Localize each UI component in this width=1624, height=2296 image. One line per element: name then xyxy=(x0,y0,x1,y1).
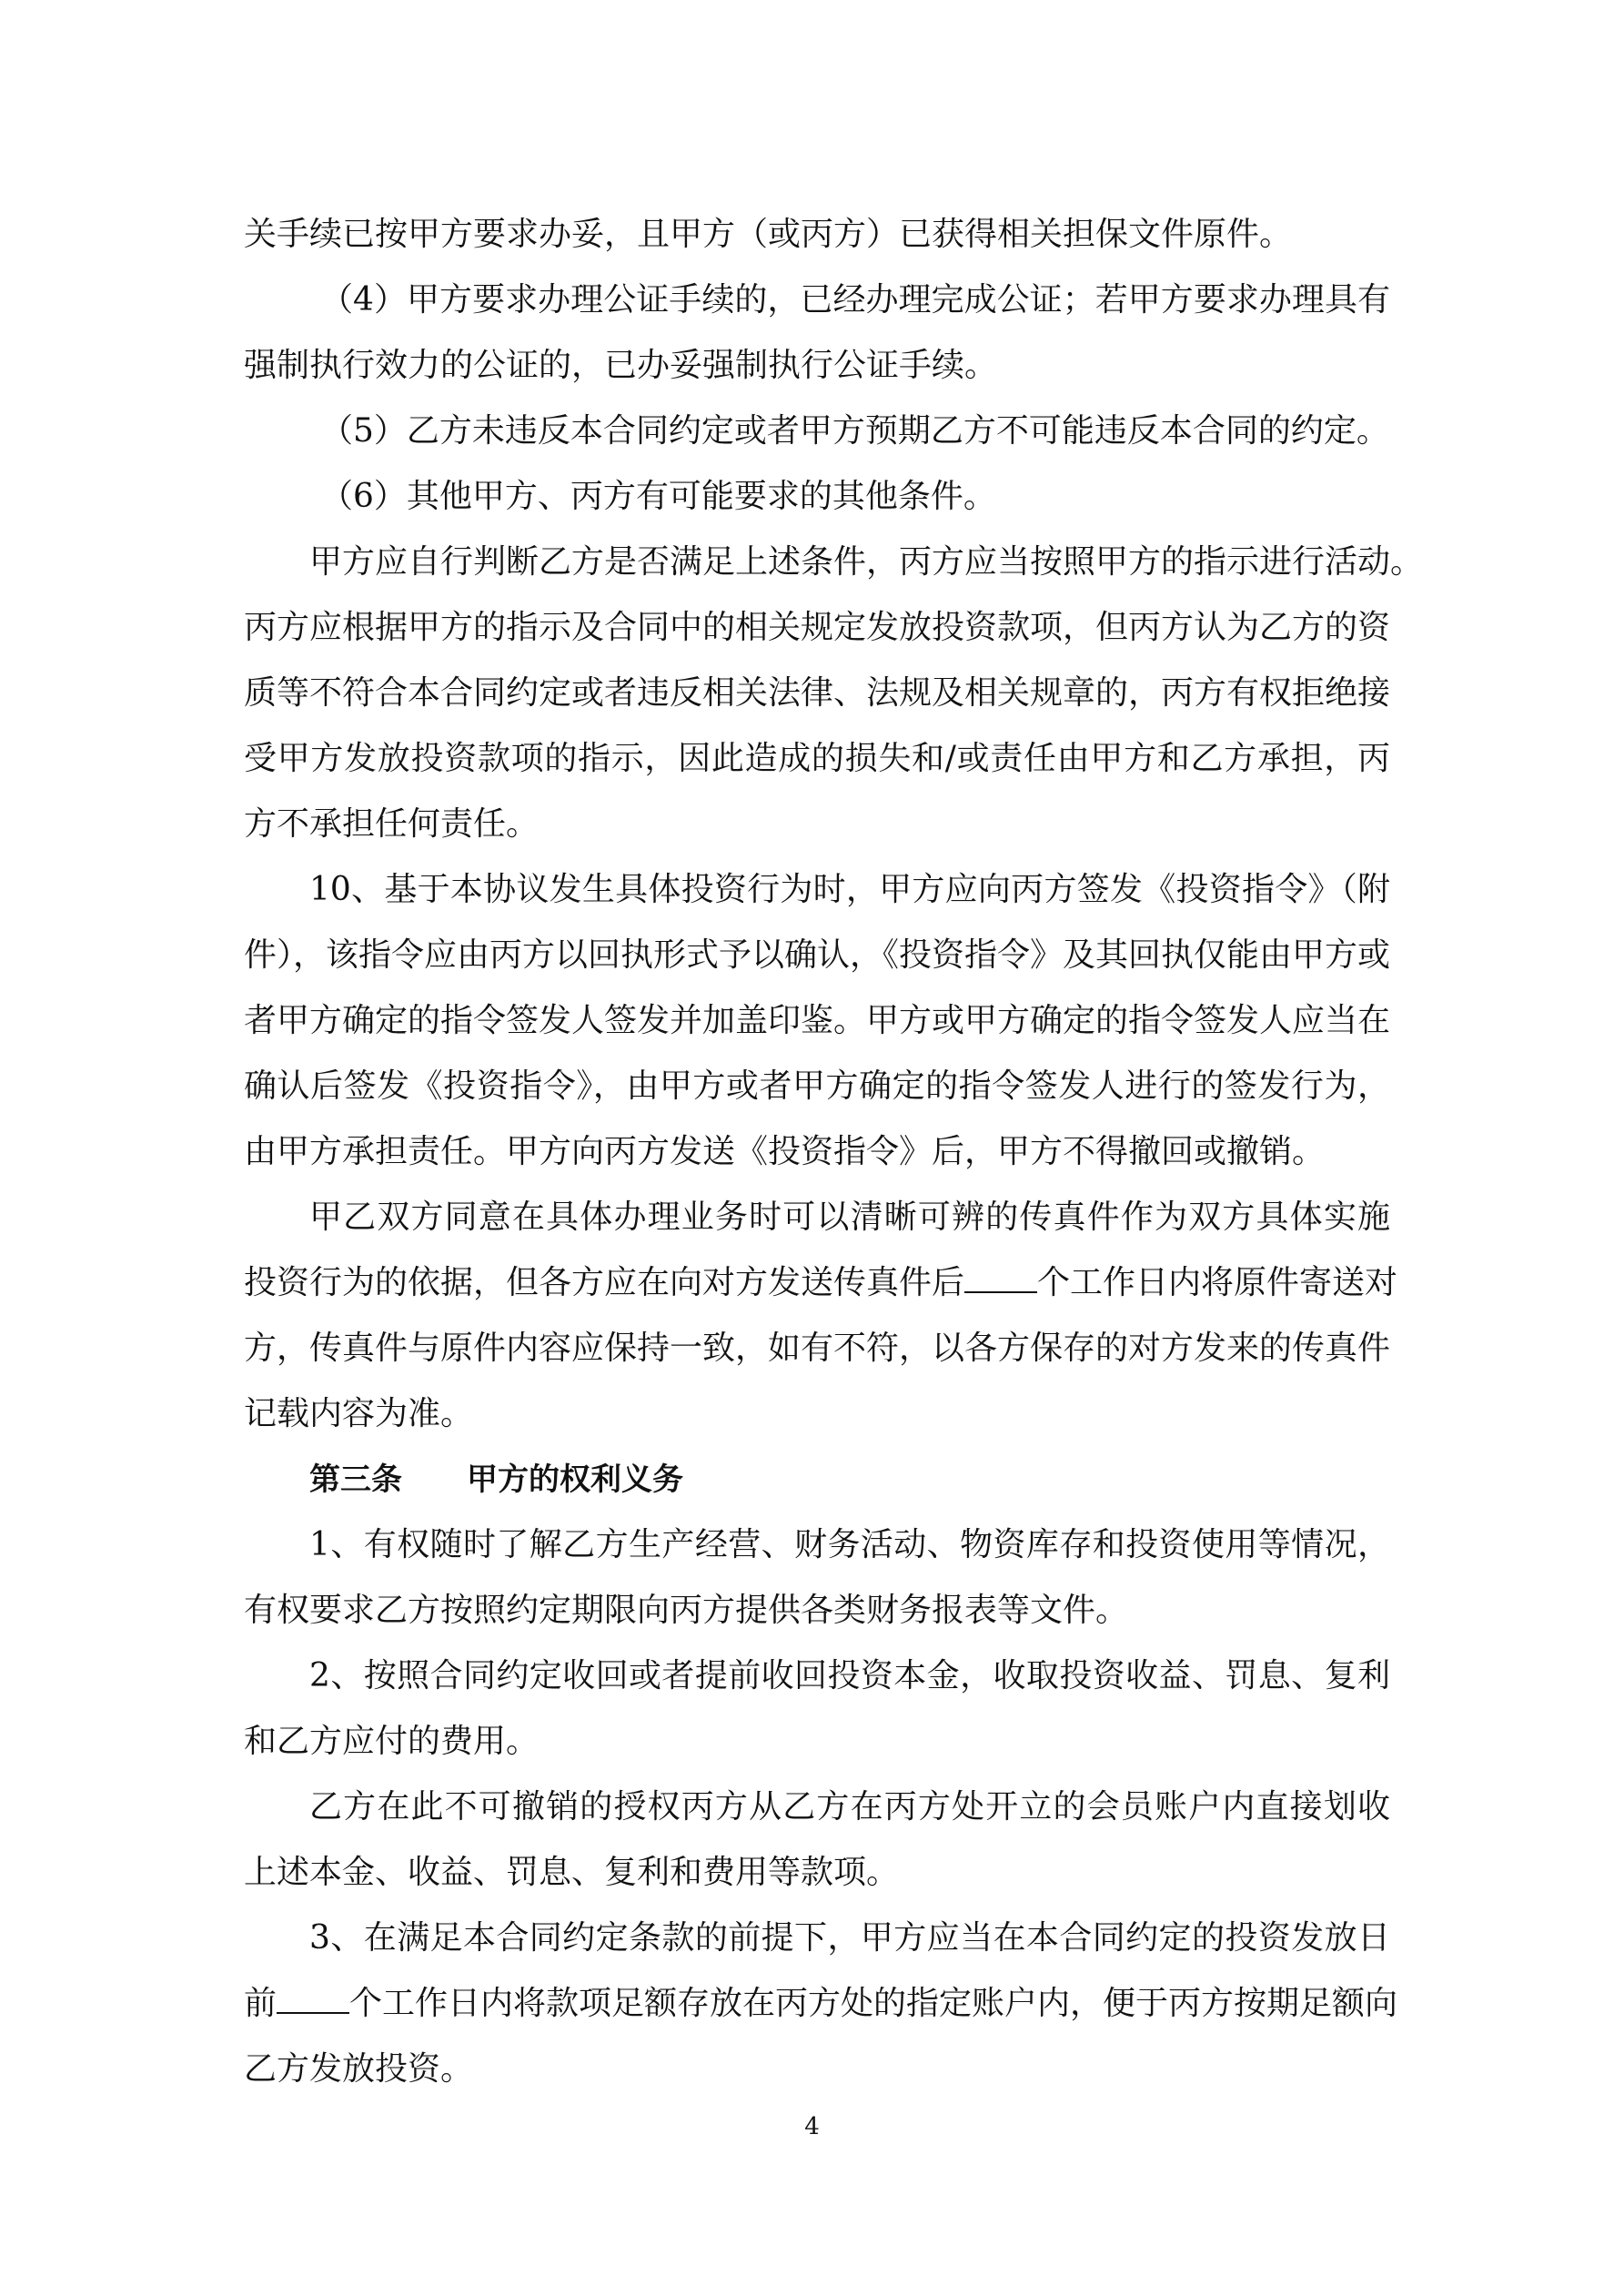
text-line: 和乙方应付的费用。 xyxy=(244,1723,540,1760)
text-line: 3、在满足本合同约定条款的前提下，甲方应当在本合同约定的投资发放日 xyxy=(309,1919,1390,1957)
text-line: 由甲方承担责任。甲方向丙方发送《投资指令》后，甲方不得撤回或撤销。 xyxy=(244,1133,1326,1170)
text-line-with-blank xyxy=(244,1250,1398,1316)
text-line: 件），该指令应由丙方以回执形式予以确认，《投资指令》及其回执仅能由甲方或 xyxy=(244,936,1391,974)
text-line: 上述本金、收益、罚息、复利和费用等款项。 xyxy=(244,1854,900,1891)
text-line: （4）甲方要求办理公证手续的，已经办理完成公证；若甲方要求办理具有 xyxy=(320,281,1390,319)
text-line: 质等不符合本合同约定或者违反相关法律、法规及相关规章的，丙方有权拒绝接 xyxy=(244,674,1391,712)
page-number: 4 xyxy=(804,2113,820,2140)
paragraph-clause-10 xyxy=(244,857,1390,1185)
document-body xyxy=(244,202,1424,2102)
text-line: 甲乙双方同意在具体办理业务时可以清晰可辨的传真件作为双方具体实施 xyxy=(309,1199,1390,1236)
text-line: 强制执行效力的公证的，已办妥强制执行公证手续。 xyxy=(244,347,998,384)
text-segment: 个工作日内将原件寄送对 xyxy=(1037,1264,1398,1301)
paragraph-right-2 xyxy=(244,1644,1390,1775)
paragraph-fax xyxy=(244,1185,1398,1447)
text-line: 甲方应自行判断乙方是否满足上述条件，丙方应当按照甲方的指示进行活动。 xyxy=(309,543,1424,581)
paragraph-guarantee-procedures xyxy=(244,202,1390,268)
paragraph-condition-4 xyxy=(244,268,1390,399)
fill-in-blank xyxy=(964,1264,1037,1293)
paragraph-authorization xyxy=(244,1775,1390,1906)
text-segment: 投资行为的依据，但各方应在向对方发送传真件后 xyxy=(244,1264,965,1301)
text-line: 方不承担任何责任。 xyxy=(244,805,540,843)
paragraph-right-3 xyxy=(244,1906,1398,2102)
text-line: （5）乙方未违反本合同约定或者甲方预期乙方不可能违反本合同的约定。 xyxy=(320,412,1389,450)
text-line: 有权要求乙方按照约定期限向丙方提供各类财务报表等文件。 xyxy=(244,1592,1129,1629)
fill-in-blank xyxy=(277,1985,349,2014)
text-line: 1、有权随时了解乙方生产经营、财务活动、物资库存和投资使用等情况， xyxy=(309,1526,1390,1563)
paragraph-judgment xyxy=(244,530,1424,857)
text-segment: 个工作日内将款项足额存放在丙方处的指定账户内，便于丙方按期足额向 xyxy=(349,1985,1398,2022)
text-line-with-blank xyxy=(244,1971,1398,2037)
section-heading: 第三条 甲方的权利义务 xyxy=(309,1462,684,1498)
paragraph-condition-5 xyxy=(244,399,1390,464)
text-line: 方，传真件与原件内容应保持一致，如有不符，以各方保存的对方发来的传真件 xyxy=(244,1330,1391,1367)
text-line: 丙方应根据甲方的指示及合同中的相关规定发放投资款项，但丙方认为乙方的资 xyxy=(244,609,1391,646)
text-line: 关手续已按甲方要求办妥，且甲方（或丙方）已获得相关担保文件原件。 xyxy=(244,216,1293,253)
paragraph-right-1 xyxy=(244,1512,1390,1644)
text-line: 10、基于本协议发生具体投资行为时，甲方应向丙方签发《投资指令》（附 xyxy=(309,871,1390,908)
text-line: 记载内容为准。 xyxy=(244,1395,474,1432)
text-line: 受甲方发放投资款项的指示，因此造成的损失和/或责任由甲方和乙方承担，丙 xyxy=(244,740,1390,777)
text-line: 2、按照合同约定收回或者提前收回投资本金，收取投资收益、罚息、复利 xyxy=(309,1657,1390,1694)
text-line: 乙方在此不可撤销的授权丙方从乙方在丙方处开立的会员账户内直接划收 xyxy=(309,1788,1390,1826)
text-line: 乙方发放投资。 xyxy=(244,2050,474,2088)
paragraph-condition-6 xyxy=(244,464,1390,530)
text-line: 者甲方确定的指令签发人签发并加盖印鉴。甲方或甲方确定的指令签发人应当在 xyxy=(244,1002,1391,1039)
text-line: 确认后签发《投资指令》，由甲方或者甲方确定的指令签发人进行的签发行为， xyxy=(244,1067,1390,1105)
text-segment: 前 xyxy=(244,1985,277,2022)
text-line: （6）其他甲方、丙方有可能要求的其他条件。 xyxy=(320,478,996,515)
